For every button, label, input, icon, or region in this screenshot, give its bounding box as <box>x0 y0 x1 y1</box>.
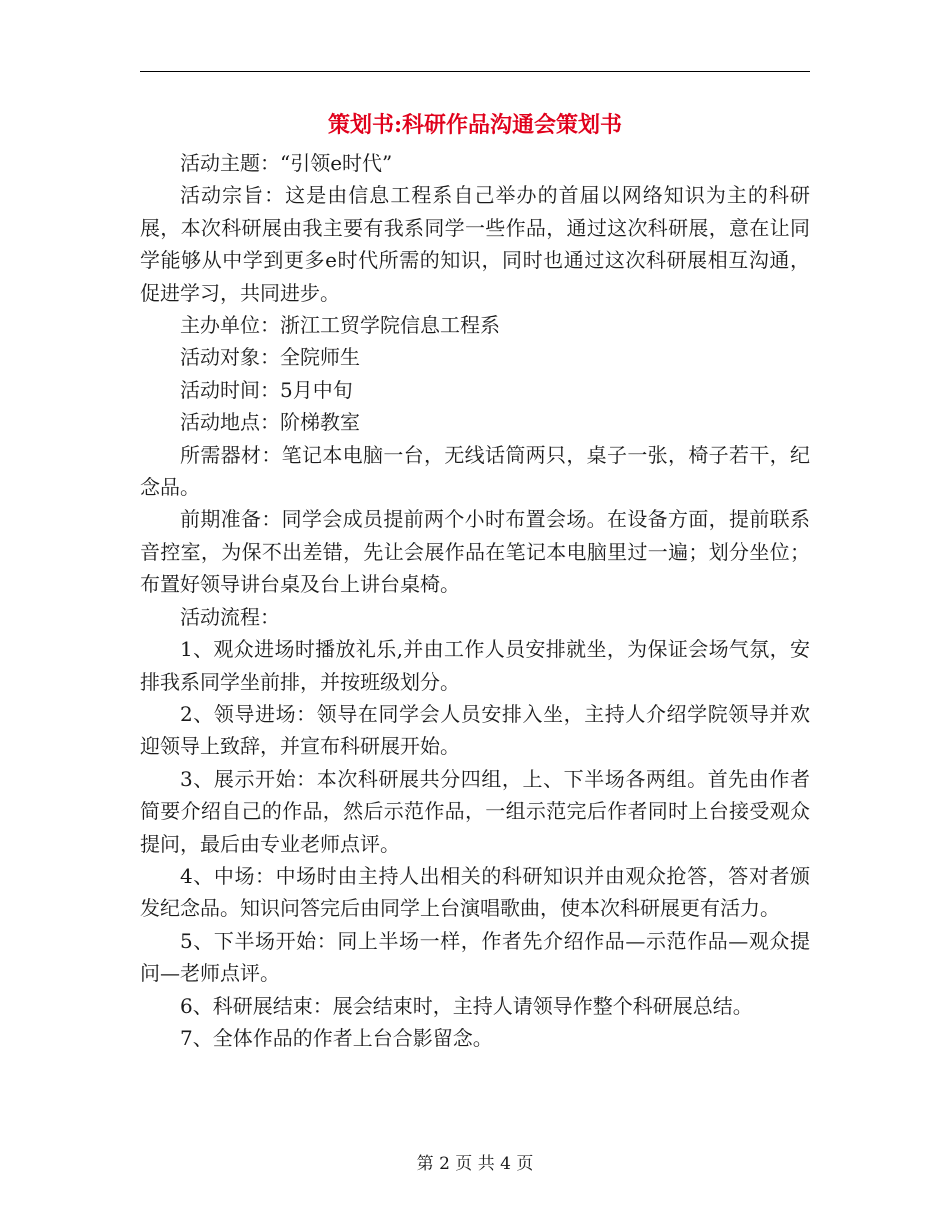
paragraph-step-6: 6、科研展结束：展会结束时，主持人请领导作整个科研展总结。 <box>180 993 753 1018</box>
paragraph-theme: 活动主题：“引领e时代” <box>180 151 393 175</box>
paragraph-organizer: 主办单位：浙江工贸学院信息工程系 <box>180 313 500 338</box>
document-title: 策划书:科研作品沟通会策划书 <box>327 112 623 138</box>
paragraph-step-3: 3、展示开始：本次科研展共分四组，上、下半场各两组。首先由作者简要介绍自己的作品，然后示范作品，一组示范完后作者同时上台接受观众提问，最后由专业老师点评。 <box>140 766 810 856</box>
paragraph-preparation: 前期准备：同学会成员提前两个小时布置会场。在设备方面，提前联系音控室，为保不出差错，先让会展作品在笔记本电脑里过一遍；划分坐位；布置好领导讲台桌及台上讲台桌椅。 <box>140 507 810 597</box>
paragraph-time: 活动时间：5月中旬 <box>180 377 353 402</box>
paragraph-step-7: 7、全体作品的作者上台合影留念。 <box>180 1025 493 1050</box>
paragraph-flow-heading: 活动流程： <box>180 604 280 629</box>
paragraph-purpose: 活动宗旨：这是由信息工程系自己举办的首届以网络知识为主的科研展，本次科研展由我主要有我系同学一些作品，通过这次科研展，意在让同学能够从中学到更多e时代所需的知识，同时也通过这次科研展相互沟通，促进学习，共同进步。 <box>140 183 810 305</box>
paragraph-step-5: 5、下半场开始：同上半场一样，作者先介绍作品—示范作品—观众提问—老师点评。 <box>140 928 810 986</box>
header-rule <box>140 71 810 72</box>
paragraph-location: 活动地点：阶梯教室 <box>180 410 360 435</box>
document-body <box>140 147 810 1054</box>
paragraph-step-2: 2、领导进场：领导在同学会人员安排入坐，主持人介绍学院领导并欢迎领导上致辞，并宣布科研展开始。 <box>140 701 810 759</box>
paragraph-audience: 活动对象：全院师生 <box>180 345 360 370</box>
page-number-footer: 第 2 页 共 4 页 <box>416 1154 534 1174</box>
paragraph-equipment: 所需器材：笔记本电脑一台，无线话筒两只，桌子一张，椅子若干，纪念品。 <box>140 442 810 500</box>
paragraph-step-4: 4、中场：中场时由主持人出相关的科研知识并由观众抢答，答对者颁发纪念品。知识问答完后由同学上台演唱歌曲，使本次科研展更有活力。 <box>140 863 810 921</box>
paragraph-step-1: 1、观众进场时播放礼乐,并由工作人员安排就坐，为保证会场气氛，安排我系同学坐前排，并按班级划分。 <box>140 637 810 694</box>
